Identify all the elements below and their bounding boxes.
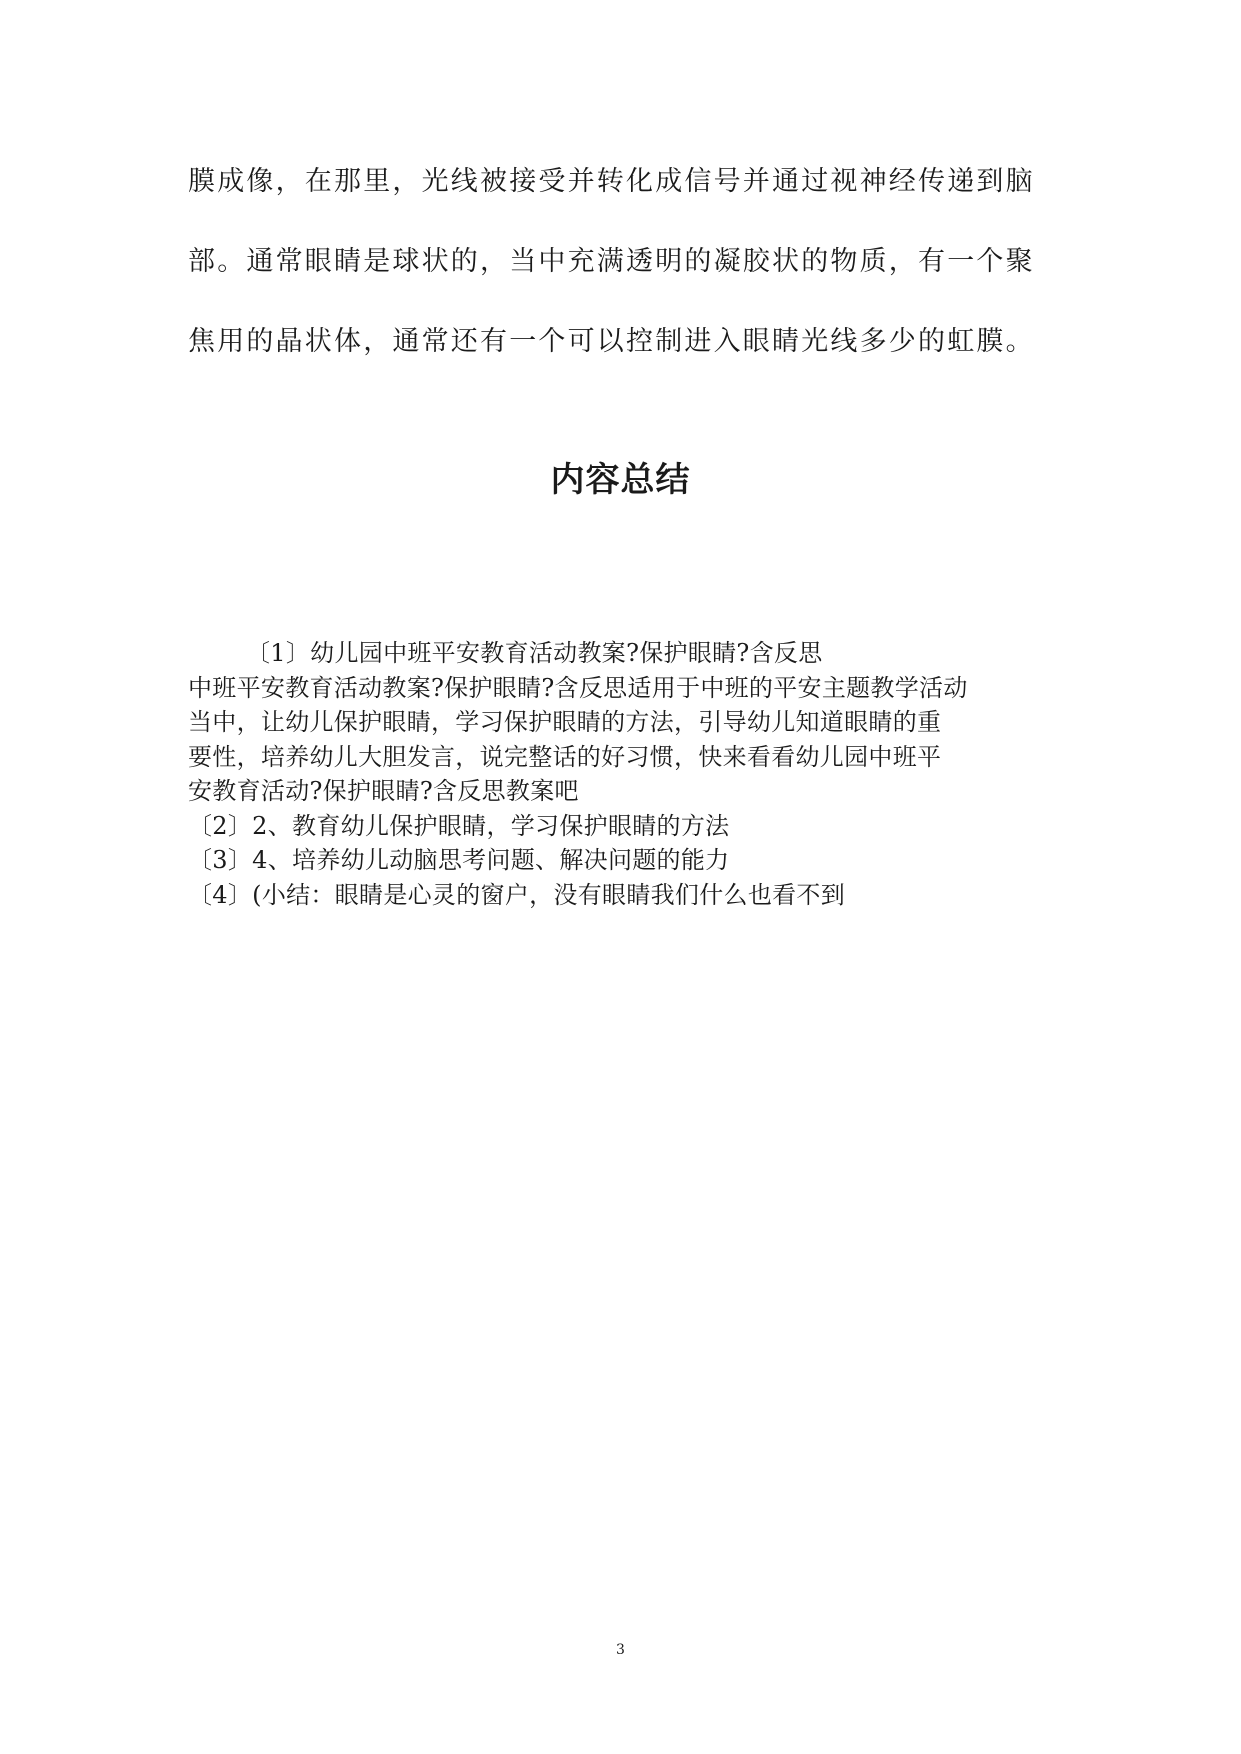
body-line-3: 焦用的晶状体，通常还有一个可以控制进入眼睛光线多少的虹膜。 — [188, 326, 1035, 357]
summary-item-4: 〔4〕(小结：眼睛是心灵的窗户，没有眼睛我们什么也看不到 — [188, 880, 846, 909]
body-line-2: 部。通常眼睛是球状的，当中充满透明的凝胶状的物质，有一个聚 — [188, 246, 1035, 277]
summary-line: 安教育活动?保护眼睛?含反思教案吧 — [188, 777, 579, 805]
summary-line: 当中，让幼儿保护眼睛，学习保护眼睛的方法，引导幼儿知道眼睛的重 — [188, 708, 942, 736]
summary-item-2: 〔2〕2、教育幼儿保护眼睛，学习保护眼睛的方法 — [188, 811, 730, 840]
summary-item-3: 〔3〕4、培养幼儿动脑思考问题、解决问题的能力 — [188, 846, 730, 874]
page-number: 3 — [616, 1642, 625, 1658]
summary-line: 中班平安教育活动教案?保护眼睛?含反思适用于中班的平安主题教学活动 — [188, 673, 968, 702]
summary-block — [188, 636, 1078, 912]
summary-item-1: 〔1〕幼儿园中班平安教育活动教案?保护眼睛?含反思 — [246, 639, 823, 667]
body-paragraph — [188, 150, 1068, 390]
body-line-1: 膜成像，在那里，光线被接受并转化成信号并通过视神经传递到脑 — [188, 166, 1035, 197]
summary-line: 要性，培养幼儿大胆发言，说完整话的好习惯，快来看看幼儿园中班平 — [188, 742, 942, 771]
section-title: 内容总结 — [550, 460, 691, 500]
